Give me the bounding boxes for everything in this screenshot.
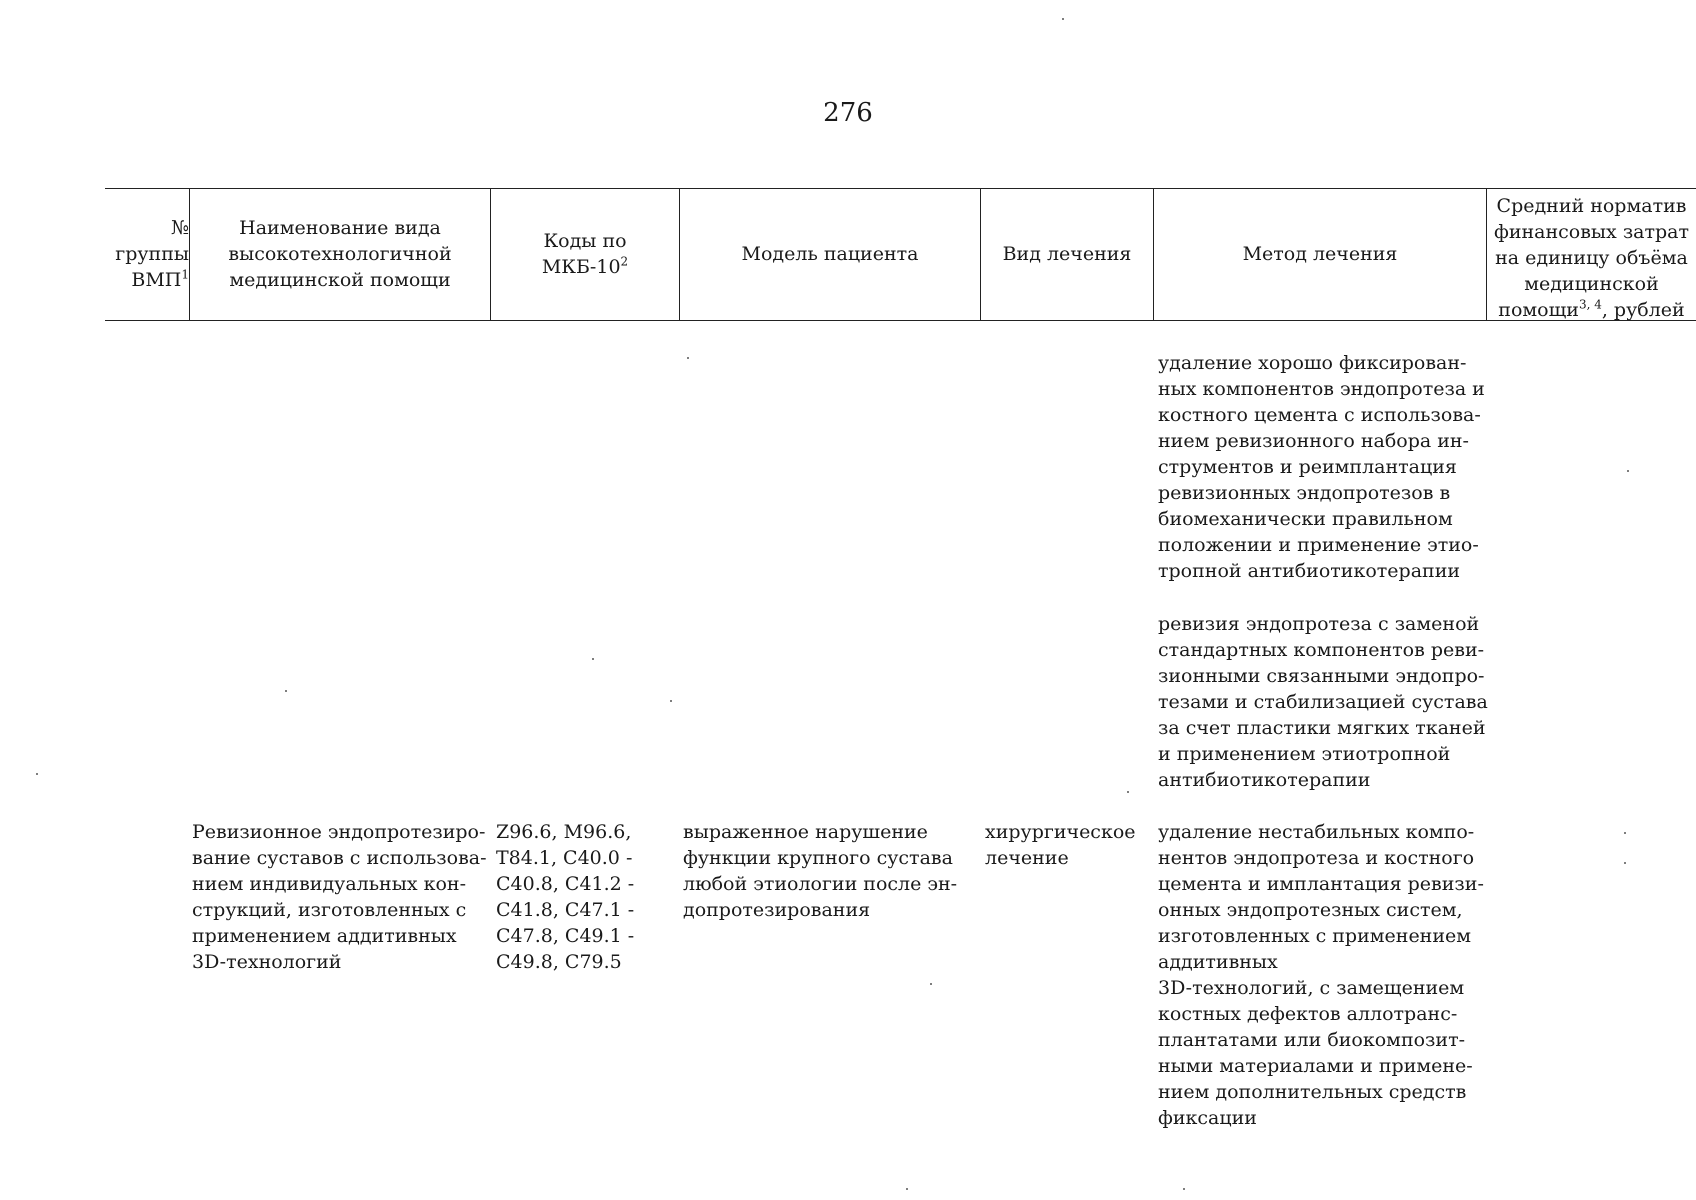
scan-speck bbox=[1624, 832, 1626, 834]
header-model bbox=[680, 188, 980, 320]
page-number: 276 bbox=[823, 98, 873, 128]
header-group bbox=[105, 188, 189, 320]
header-name bbox=[190, 188, 490, 320]
scan-speck bbox=[1062, 18, 1064, 20]
header-treatment-type bbox=[981, 188, 1153, 320]
scan-speck bbox=[1127, 791, 1129, 793]
row-codes: Z96.6, M96.6, T84.1, C40.0 - C40.8, C41.2 - C41.8, C47.1 - C47.8, C49.1 - C49.8, C79.5 bbox=[496, 821, 635, 973]
header-cost-unit: , рублей bbox=[1601, 299, 1685, 321]
scan-speck bbox=[670, 700, 672, 702]
header-model-label: Модель пациента bbox=[741, 243, 919, 265]
header-group-label: № группы ВМП bbox=[115, 217, 189, 291]
method-entry: удаление хорошо фиксирован- ных компонентов эндопротеза и костного цемента с использова- нием ревизионного набора ин- струментов и реимплантация ревизионных эндопротезов в биомеханически правильном положении и применение этио- тропной антибиотикотерапии bbox=[1158, 352, 1485, 582]
header-method-label: Метод лечения bbox=[1242, 243, 1398, 265]
scan-speck bbox=[1627, 470, 1629, 472]
method-entry: ревизия эндопротеза с заменой стандартных компонентов реви- зионными связанными эндопро- тезами и стабилизацией сустава за счет пластики мягких тканей и применением этиотропной антибиотикотерапии bbox=[1158, 613, 1488, 791]
header-treatment-type-label: Вид лечения bbox=[1002, 243, 1132, 265]
row-treatment-type: хирургическое лечение bbox=[985, 821, 1136, 869]
header-codes-footnote: 2 bbox=[620, 254, 629, 269]
header-codes-label: Коды по МКБ-10 bbox=[541, 230, 627, 278]
row-model: выраженное нарушение функции крупного сустава любой этиологии после эн- допротезирования bbox=[683, 821, 958, 921]
row-name: Ревизионное эндопротезиро- вание суставов с использова- нием индивидуальных кон- струкций, изготовленных с применением аддитивных 3D-технологий bbox=[192, 821, 487, 973]
header-method bbox=[1154, 188, 1486, 320]
header-codes bbox=[491, 188, 679, 320]
header-name-label: Наименование вида высокотехнологичной медицинской помощи bbox=[228, 217, 452, 291]
scan-speck bbox=[1183, 1188, 1185, 1190]
scan-speck bbox=[592, 658, 594, 660]
header-cost-footnote: 3, 4 bbox=[1578, 297, 1602, 312]
scan-speck bbox=[687, 357, 689, 359]
table-header-bottom-rule bbox=[105, 320, 1696, 321]
scan-speck bbox=[906, 1188, 908, 1190]
scan-speck bbox=[285, 690, 287, 692]
row-method: удаление нестабильных компо- нентов эндопротеза и костного цемента и имплантация ревизи- онных эндопротезных систем, изготовленных с применением аддитивных 3D-технологий, с замещением костных дефектов аллотранс- плантатами или биокомпозит- ными материалами и примене- нием дополнительных средств фиксации bbox=[1158, 821, 1484, 1129]
scan-speck bbox=[1624, 862, 1626, 864]
header-cost bbox=[1487, 188, 1696, 324]
header-group-footnote: 1 bbox=[181, 267, 189, 282]
header-cost-label: Средний норматив финансовых затрат на единицу объёма медицинской помощи bbox=[1493, 195, 1690, 321]
scan-speck bbox=[36, 773, 38, 775]
scan-speck bbox=[930, 983, 932, 985]
